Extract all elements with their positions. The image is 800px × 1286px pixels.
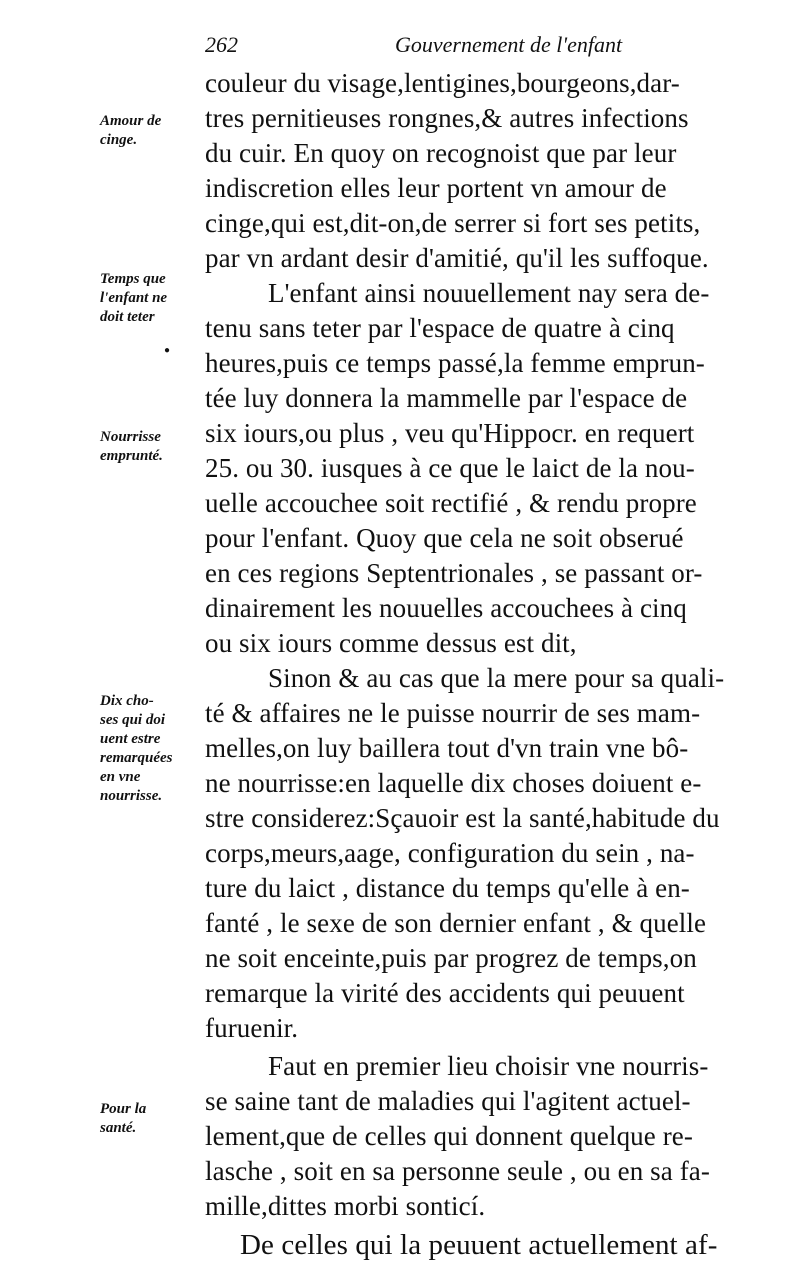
running-title: Gouvernement de l'enfant (395, 32, 623, 57)
margin-note-line: Nourrisse (100, 429, 161, 445)
text-line: mille,dittes morbi sonticí. (205, 1191, 486, 1221)
margin-note-temps (100, 270, 204, 327)
text-line: Faut en premier lieu choisir vne nourris- (268, 1051, 709, 1081)
text-line: tée luy donnera la mammelle par l'espace de (205, 383, 688, 413)
text-line: fanté , le sexe de son dernier enfant , & quelle (205, 908, 707, 938)
text-line: par vn ardant desir d'amitié, qu'il les suffoque. (205, 243, 709, 273)
margin-note-line: cinge. (100, 132, 138, 148)
margin-note-line: santé. (100, 1120, 137, 1136)
page-header (205, 32, 795, 62)
text-line: indiscretion elles leur portent vn amour de (205, 173, 667, 203)
text-line: lement,que de celles qui donnent quelque re- (205, 1121, 693, 1151)
bullet-ornament-icon: ● (164, 345, 171, 356)
margin-note-line: remarquées (100, 750, 173, 766)
text-line: uelle accouchee soit rectifié , & rendu propre (205, 488, 697, 518)
text-line: melles,on luy baillera tout d'vn train vne bô- (205, 733, 689, 763)
text-line: corps,meurs,aage, configuration du sein , na- (205, 838, 695, 868)
text-line: heures,puis ce temps passé,la femme emprun- (205, 348, 705, 378)
margin-note-line: ses qui doi (100, 712, 166, 728)
margin-note-line: uent estre (100, 731, 161, 747)
text-line: 25. ou 30. iusques à ce que le laict de la nou- (205, 453, 695, 483)
margin-note-nourrisse (100, 428, 204, 466)
text-line: pour l'enfant. Quoy que cela ne soit obserué (205, 523, 684, 553)
text-line: stre considerez:Sçauoir est la santé,habitude du (205, 803, 720, 833)
text-line: ou six iours comme dessus est dit, (205, 628, 577, 658)
page-number: 262 (205, 32, 238, 57)
text-line: remarque la virité des accidents qui peuuent (205, 978, 685, 1008)
margin-note-dix-choses (100, 692, 204, 806)
text-line: tres pernitieuses rongnes,& autres infections (205, 103, 689, 133)
margin-note-line: l'enfant ne (100, 290, 168, 306)
text-line: en ces regions Septentrionales , se passant or- (205, 558, 703, 588)
text-line: couleur du visage,lentigines,bourgeons,dar- (205, 68, 680, 98)
margin-note-line: Temps que (100, 271, 166, 287)
margin-note-line: emprunté. (100, 448, 163, 464)
text-line: se saine tant de maladies qui l'agitent actuel- (205, 1086, 691, 1116)
margin-note-line: Pour la (100, 1101, 147, 1117)
text-line: Sinon & au cas que la mere pour sa quali- (268, 663, 725, 693)
text-line: ne soit enceinte,puis par progrez de temps,on (205, 943, 697, 973)
text-line: dinairement les nouuelles accouchees à cinq (205, 593, 687, 623)
text-line: du cuir. En quoy on recognoist que par leur (205, 138, 677, 168)
text-line: L'enfant ainsi nouuellement nay sera de- (268, 278, 710, 308)
text-line: ture du laict , distance du temps qu'elle à en- (205, 873, 690, 903)
text-line: lasche , soit en sa personne seule , ou en sa fa- (205, 1156, 710, 1186)
text-line: furuenir. (205, 1013, 299, 1043)
margin-note-line: en vne (100, 769, 141, 785)
text-line: ne nourrisse:en laquelle dix choses doiuent e- (205, 768, 702, 798)
margin-note-line: Dix cho- (100, 693, 154, 709)
text-line: six iours,ou plus , veu qu'Hippocr. en requert (205, 418, 695, 448)
margin-note-line: nourrisse. (100, 788, 163, 804)
margin-note-line: Amour de (100, 113, 162, 129)
text-line: tenu sans teter par l'espace de quatre à cinq (205, 313, 675, 343)
margin-note-sante (100, 1100, 204, 1138)
text-line: cinge,qui est,dit-on,de serrer si fort ses petits, (205, 208, 701, 238)
text-line: té & affaires ne le puisse nourrir de ses mam- (205, 698, 701, 728)
margin-note-amour (100, 112, 204, 150)
text-line: De celles qui la peuuent actuellement af- (240, 1229, 718, 1261)
margin-note-line: doit teter (100, 309, 155, 325)
